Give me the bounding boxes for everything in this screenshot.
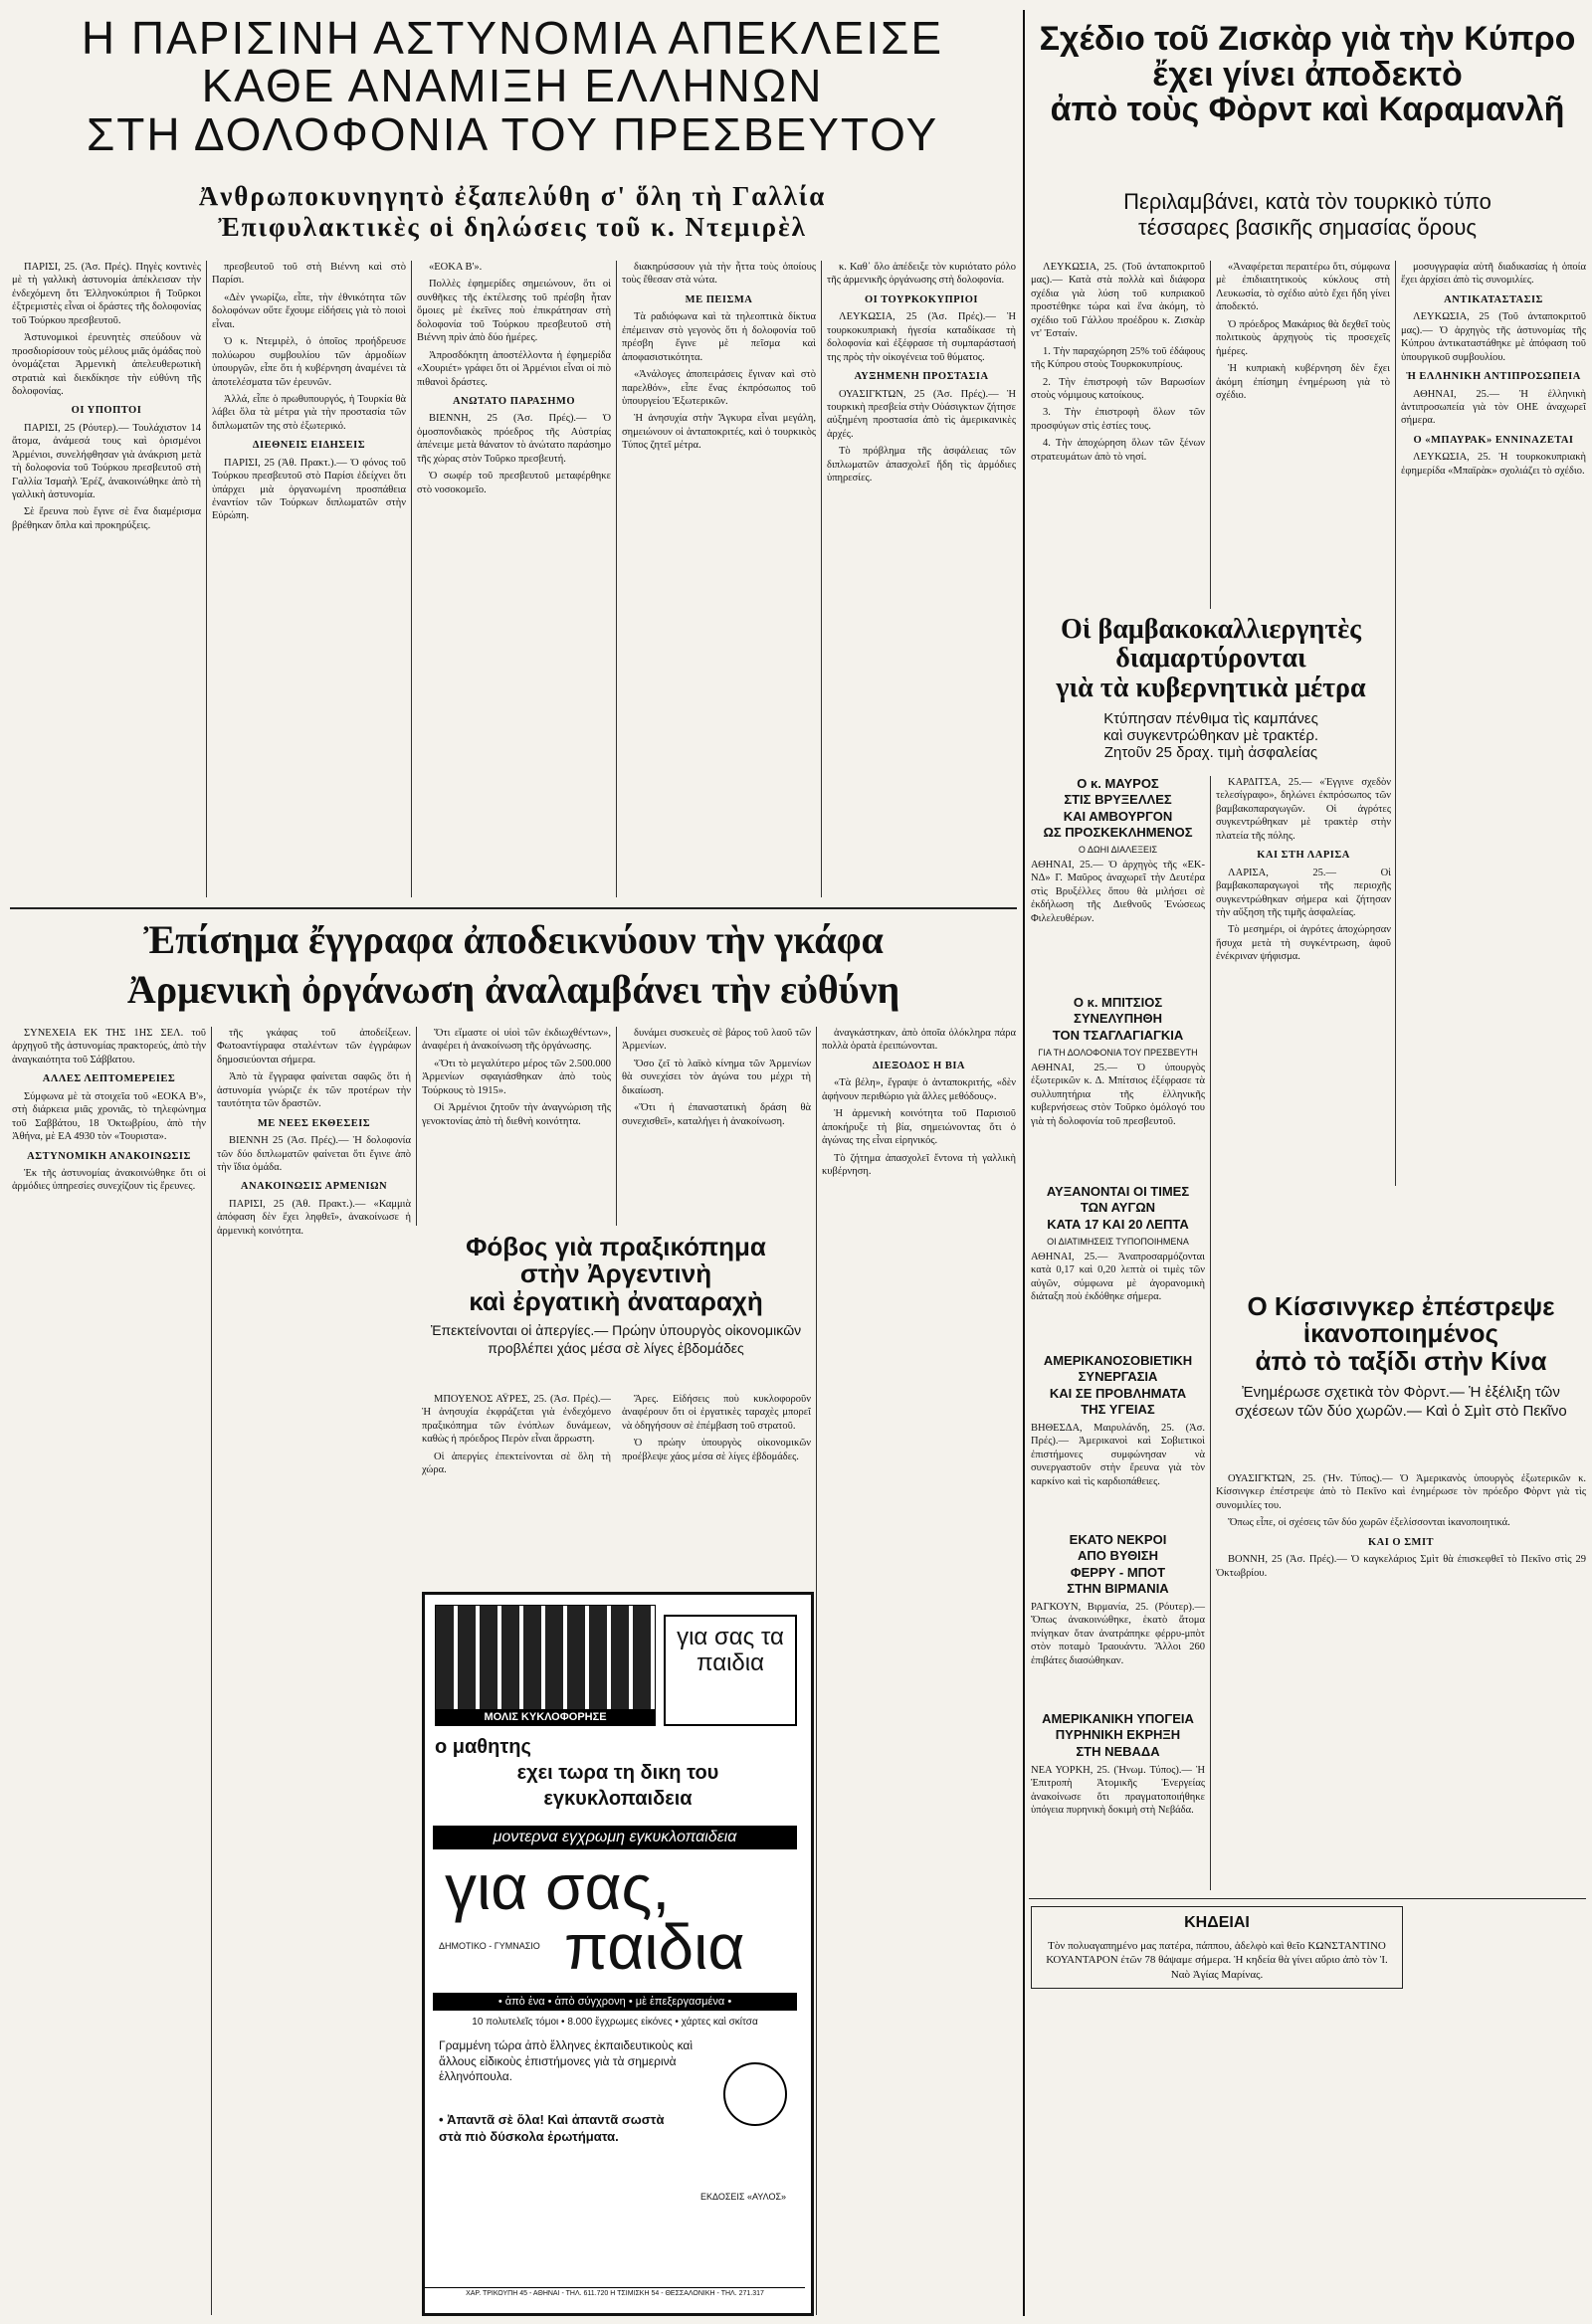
argentina-subhead: Ἐπεκτείνονται οἱ ἀπεργίες.— Πρώην ὑπουργὸς οἰκονομικῶν προβλέπει χάος μέσα σὲ λίγες ἑβδομάδες (430, 1321, 802, 1357)
armenian-col1-subhead-2: ΑΣΤΥΝΟΜΙΚΗ ΑΝΑΚΟΙΝΩΣΙΣ (27, 1150, 191, 1162)
cyprus-subhead (1029, 189, 1586, 241)
paris-col3-p4: ΒΙΕΝΝΗ, 25 (Ἀσ. Πρές).— Ὁ ὁμοσπονδιακὸς πρόεδρος τῆς Αὐστρίας ἀπένειμε μετὰ θάνατον τὸ ἀνώτατο παράσημο τῆς χώρας στὸν Τοῦρκο πρεσβευτή. (417, 413, 611, 465)
armenian-col-2 (217, 1027, 411, 2315)
eggs-item (1031, 1184, 1205, 1304)
paris-col3-p2: Πολλὲς ἐφημερίδες σημειώνουν, ὅτι οἱ συνθῆκες τῆς ἐκτέλεσης τοῦ πρέσβη ἦταν ὅμοιες μὲ ἐκεῖνες ποὺ ἐπικράτησαν στὴ δολοφονία τοῦ Τούρκου πρεσβευτοῦ στὴ Βιέννη πρὶν ἀπὸ δύο ἡμέρες. (417, 279, 611, 344)
paris-col2-p1: πρεσβευτοῦ τοῦ στὴ Βιέννη καὶ στὸ Παρίσι. (212, 262, 406, 287)
armenian-col1-p1: ΣΥΝΕΧΕΙΑ ΕΚ ΤΗΣ 1ΗΣ ΣΕΛ. τοῦ ἀρχηγοῦ τῆς ἀστυνομίας πρακτορεύς, ἀπὸ τὴν ἀναγκαιότητα τοῦ Σάββατου. (12, 1028, 206, 1065)
armenian-headline (10, 915, 1017, 1015)
paris-headline-line-3: ΣΤΗ ΔΟΛΟΦΟΝΙΑ ΤΟΥ ΠΡΕΣΒΕΥΤΟΥ (86, 107, 939, 160)
kissinger-col (1216, 1472, 1586, 1890)
ussr-headline-line-2: ΣΥΝΕΡΓΑΣΙΑ (1078, 1369, 1158, 1385)
armenian-headline-line-2: Ἀρμενικὴ ὀργάνωση ἀναλαμβάνει τὴν εὐθύνη (126, 967, 900, 1012)
paris-col-2 (212, 261, 406, 897)
paris-col1-p1: ΠΑΡΙΣΙ, 25. (Ἀσ. Πρές). Πηγὲς κοντινὲς μὲ τὴ γαλλικὴ ἀστυνομία ἀπέκλεισαν τὴν ἐνδεχόμενη ὅτι Ἑλληνοκύπριοι ἢ Τοῦρκοι ἐξτρεμιστὲς εἶναι οἱ δράστες τῆς δολοφονίας τοῦ Τούρκου πρεσβευτοῦ. (12, 262, 201, 326)
eggs-text: ΑΘΗΝΑΙ, 25.— Ἀναπροσαρμόζονται κατὰ 0,17 καὶ 0,20 λεπτὰ οἱ τιμὲς τῶν αὐγῶν, σύμφωνα μὲ ἀγορανομικὴ διάταξη ποὺ ἐκδόθηκε σήμερα. (1031, 1251, 1205, 1303)
kissinger-headline-line-2: ἱκανοποιημένος (1302, 1318, 1499, 1349)
ad-cover-label: ΜΟΛΙΣ ΚΥΚΛΟΦΟΡΗΣΕ (436, 1709, 655, 1725)
kissinger-headline (1216, 1293, 1586, 1422)
paris-subhead (10, 181, 1015, 243)
ad-grade-label: ΔΗΜΟΤΙΚΟ - ΓΥΜΝΑΣΙΟ (439, 1941, 540, 1951)
armenian-col2-p3: ΒΙΕΝΝΗ 25 (Ἀσ. Πρές).— Ἡ δολοφονία τῶν δύο διπλωματῶν φαίνεται ὅτι ἔγινε ἀπὸ τὴν ἴδια ὁμάδα. (217, 1135, 411, 1173)
armenian-col3-p1: Ὅτι εἴμαστε οἱ υἱοὶ τῶν ἐκδιωχθέντων», ἀναφέρει ἡ ἀνακοίνωση τῆς ὀργάνωσης. (422, 1028, 611, 1053)
paris-col5-p3: ΟΥΑΣΙΓΚΤΩΝ, 25 (Ἀσ. Πρές).— Ἡ τουρκικὴ πρεσβεία στὴν Οὐάσιγκτων ζήτησε αὐξημένη προστασία ἀπὸ τὶς ἀμερικανικὲς ἀρχές. (827, 388, 1016, 440)
cyprus-col3-p4: ΛΕΥΚΩΣΙΑ, 25. Ἡ τουρκοκυπριακὴ ἐφημερίδα «Μπαϊρὰκ» σχολιάζει τὸ σχέδιο. (1401, 452, 1586, 477)
armenian-col5-p3: Ἡ ἀρμενικὴ κοινότητα τοῦ Παρισιοῦ ἀποκήρυξε τὴ βία, σημειώνοντας ὅτι ὁ ἀγώνας της εἶναι εἰρηνικός. (822, 1108, 1016, 1147)
cyprus-col-3 (1401, 261, 1586, 1186)
armenian-col5-p4: Τὸ ζήτημα ἀπασχολεῖ ἔντονα τὴ γαλλικὴ κυβέρνηση. (822, 1152, 1016, 1177)
armenian-col1-subhead-1: ΑΛΛΕΣ ΛΕΠΤΟΜΕΡΕΙΕΣ (42, 1073, 176, 1085)
paris-col5-p4: Τὸ πρόβλημα τῆς ἀσφάλειας τῶν διπλωματῶν ἀπασχολεῖ ἤδη τὶς ἀρμόδιες ὑπηρεσίες. (827, 446, 1016, 484)
mavros-kicker: Ο ΔΩΗΙ ΔΙΑΛΕΞΕΙΣ (1078, 845, 1158, 855)
funeral-notice (1031, 1906, 1403, 1989)
argentina-col2-p2: Ὁ πρώην ὑπουργὸς οἰκονομικῶν προέβλεψε χάος μέσα σὲ λίγες ἑβδομάδες. (622, 1438, 811, 1462)
mavros-headline-line-4: ΩΣ ΠΡΟΣΚΕΚΛΗΜΕΝΟΣ (1043, 824, 1193, 840)
paris-col3-p5: Ὁ σωφέρ τοῦ πρεσβευτοῦ μεταφέρθηκε στὸ νοσοκομεῖο. (417, 471, 611, 495)
paris-headline-line-1: Η ΠΑΡΙΣΙΝΗ ΑΣΤΥΝΟΜΙΑ ΑΠΕΚΛΕΙΣΕ (81, 12, 944, 64)
paris-headline-line-2: ΚΑΘΕ ΑΝΑΜΙΞΗ ΕΛΛΗΝΩΝ (201, 60, 824, 112)
mavros-item (1031, 776, 1205, 925)
paris-col2-p4: Ἀλλά, εἶπε ὁ πρωθυπουργός, ἡ Τουρκία θὰ λάβει ὅλα τὰ μέτρα γιὰ τὴν προστασία τῶν διπλωματῶν της στὸ ἐξωτερικό. (212, 393, 406, 432)
funeral-title: ΚΗΔΕΙΑΙ (1184, 1914, 1250, 1931)
armenian-col-4 (622, 1027, 811, 1226)
paris-col3-p3: Ἀπροσδόκητη ἀποστέλλοντα ἡ ἐφημερίδα «Χουριέτ» γράφει ὅτι οἱ Ἀρμένιοι εἶναι οἱ πιὸ πιθανοὶ δράστες. (417, 349, 611, 388)
ferry-headline-line-1: ΕΚΑΤΟ ΝΕΚΡΟΙ (1069, 1532, 1167, 1547)
argentina-headline-line-3: καὶ ἐργατικὴ ἀναταραχὴ (469, 1285, 763, 1316)
armenian-col4-p3: «Ὅτι ἡ ἐπαναστατικὴ δράση θὰ συνεχισθεῖ», καταλήγει ἡ ἀνακοίνωση. (622, 1102, 811, 1127)
armenian-col2-p2: Ἀπὸ τὰ ἔγγραφα φαίνεται σαφῶς ὅτι ἡ ἀστυνομία γνώριζε ἐκ τῶν προτέρων τὴν ταυτότητα τῶν δραστῶν. (217, 1071, 411, 1110)
argentina-col-1 (422, 1393, 611, 1582)
armenian-col5-subhead: ΔΙΕΞΟΔΟΣ Η ΒΙΑ (872, 1060, 966, 1071)
cyprus-col2-p3: Ἡ κυπριακὴ κυβέρνηση δὲν ἔχει ἀκόμη ἐπίσημη ἐνημέρωση γιὰ τὸ σχέδιο. (1216, 363, 1390, 401)
armenian-col1-p2: Σύμφωνα μὲ τὰ στοιχεῖα τοῦ «ΕΟΚΑ Β'», στὴ διάρκεια μιᾶς χρονιᾶς, τὸ τηλεφώνημα τοῦ Σαββάτου, 18 Ὀκτωβρίου, ἀπὸ τὴν Ἀθήνα, μὲ ΕΑ 4930 τὸν «Τουριστα». (12, 1090, 206, 1143)
cyprus-headline-line-3: ἀπὸ τοὺς Φὸρντ καὶ Καραμανλῆ (1050, 91, 1565, 129)
bitsios-kicker: ΓΙΑ ΤΗ ΔΟΛΟΦΟΝΙΑ ΤΟΥ ΠΡΕΣΒΕΥΤΗ (1038, 1047, 1198, 1058)
eggs-headline-line-1: ΑΥΞΑΝΟΝΤΑΙ ΟΙ ΤΙΜΕΣ (1046, 1184, 1190, 1199)
cotton-p2: ΛΑΡΙΣΑ, 25.— Οἱ βαμβακοπαραγωγοὶ τῆς περιοχῆς συγκεντρώθηκαν σήμερα καὶ ζήτησαν τὴν αὔξηση τῆς τιμῆς ἀσφαλείας. (1216, 867, 1391, 918)
ad-tagline (425, 1734, 811, 1812)
ad-big-1: για σας, (445, 1851, 671, 1923)
cotton-subhead: ΚΑΙ ΣΤΗ ΛΑΡΙΣΑ (1257, 850, 1350, 862)
ferry-headline-line-2: ΑΠΟ ΒΥΘΙΣΗ (1078, 1548, 1158, 1564)
kissinger-p2: Ὅπως εἶπε, οἱ σχέσεις τῶν δύο χωρῶν ἐξελίσσονται ἱκανοποιητικά. (1228, 1517, 1510, 1529)
paris-col1-p3: ΠΑΡΙΣΙ, 25 (Ρόυτερ).— Τουλάχιστον 14 ἄτομα, ἀνάμεσά τους καὶ ὁρισμένοι Ἀρμένιοι, συνελήφθησαν γιὰ ἀνάκριση μετὰ τὴ δολοφονία τοῦ Τούρκου πρεσβευτοῦ στὴ Γαλλία Ἰσμαὴλ Ἐρέζ, ἀνακοινώθηκε ἀπὸ τὴ γαλλικὴ ἀστυνομία. (12, 422, 201, 500)
kissinger-subhead-2: ΚΑΙ Ο ΣΜΙΤ (1367, 1536, 1435, 1548)
argentina-col-2 (622, 1393, 811, 1582)
nevada-headline-line-1: ΑΜΕΡΙΚΑΝΙΚΗ ΥΠΟΓΕΙΑ (1042, 1711, 1194, 1726)
cyprus-headline-line-1: Σχέδιο τοῦ Ζισκὰρ γιὰ τὴν Κύπρο (1039, 20, 1576, 58)
ussr-headline-line-1: ΑΜΕΡΙΚΑΝΟΣΟΒΙΕΤΙΚΗ (1043, 1353, 1193, 1368)
nevada-item (1031, 1711, 1205, 1818)
cotton-p1: ΚΑΡΔΙΤΣΑ, 25.— «Ἐγγινε σχεδὸν τελεσίγραφο», δηλώνει ἐκπρόσωπος τῶν βαμβακοπαραγωγῶν. Οἱ ἀγρότες συγκεντρώθηκαν μὲ τρακτὲρ στὴν πλατεία τῆς πόλης. (1216, 777, 1391, 842)
paris-col2-p2: «Δὲν γνωρίζω, εἶπε, τὴν ἐθνικότητα τῶν δολοφόνων οὔτε ἔχουμε εἰδήσεις γιὰ τὸ ποιοὶ εἶναι. (212, 291, 406, 330)
paris-col4-p4: Ἡ ἀνησυχία στὴν Ἄγκυρα εἶναι μεγάλη, σημειώνουν οἱ ἀνταποκριτές, καὶ ὁ τουρκικὸς Τύπος ζητεῖ μέτρα. (622, 413, 816, 452)
armenian-col4-p1: δυνάμει συσκευὲς σὲ βάρος τοῦ λαοῦ τῶν Ἀρμενίων. (622, 1028, 811, 1053)
cyprus-col3-subhead-1: ΑΝΤΙΚΑΤΑΣΤΑΣΙΣ (1444, 293, 1543, 305)
armenian-col2-p4: ΠΑΡΙΣΙ, 25 (Ἀθ. Πρακτ.).— «Καμμιὰ ἀπόφαση δὲν ἔχει ληφθεῖ», ἀνακοίνωσε ἡ ἀρμενικὴ κοινότητα. (217, 1198, 411, 1237)
ussr-text: ΒΗΘΕΣΔΑ, Μαιρυλάνδη, 25. (Ἀσ. Πρές).— Ἀμερικανοὶ καὶ Σοβιετικοὶ ἐπιστήμονες συμφώνησαν νὰ συνεργαστοῦν στὴν ἔρευνα γιὰ τὸν καρκίνο καὶ τὶς καρδιοπάθειες. (1031, 1423, 1205, 1487)
ad-big-2: παιδια (564, 1911, 745, 1983)
armenian-col-1 (12, 1027, 206, 2315)
armenian-col2-subhead-1: ΜΕ ΝΕΕΣ ΕΚΘΕΣΕΙΣ (257, 1117, 371, 1129)
bitsios-text: ΑΘΗΝΑΙ, 25.— Ὁ ὑπουργὸς ἐξωτερικῶν κ. Δ. Μπίτσιος ἐξέφρασε τὰ συλλυπητήρια τῆς ἑλληνικῆς κυβερνήσεως στὸν Τοῦρκο ὁμόλογό του γιὰ τὴ δολοφονία τοῦ πρεσβευτοῦ. (1031, 1062, 1205, 1127)
cyprus-col1-p5: 4. Τὴν ἀποχώρηση ὅλων τῶν ξένων στρατευμάτων ἀπὸ τὸ νησί. (1031, 438, 1205, 463)
paris-col1-p4: Σὲ ἔρευνα ποὺ ἔγινε σὲ ἕνα διαμέρισμα βρέθηκαν ὅπλα καὶ προκηρύξεις. (12, 506, 201, 531)
eggs-headline-line-3: ΚΑΤΑ 17 ΚΑΙ 20 ΛΕΠΤΑ (1047, 1216, 1189, 1232)
cyprus-col-1 (1031, 261, 1205, 609)
kissinger-headline-line-1: Ο Κίσσινγκερ ἐπέστρεψε (1247, 1291, 1555, 1321)
eggs-kicker: ΟΙ ΔΙΑΤΙΜΗΣΕΙΣ ΤΥΠΟΠΟΙΗΜΕΝΑ (1047, 1236, 1189, 1247)
cotton-subhead-line-3: Ζητοῦν 25 δραχ. τιμὴ ἀσφαλείας (1103, 744, 1318, 762)
cyprus-col3-p1: μοσυγγραφία αὐτῆ διαδικασίας ἡ ὁποία ἔχει ἀρχίσει ἀπὸ τὶς συνομιλίες. (1401, 262, 1586, 287)
mavros-headline-line-2: ΣΤΙΣ ΒΡΥΞΕΛΛΕΣ (1064, 792, 1172, 808)
cyprus-col1-p1: ΛΕΥΚΩΣΙΑ, 25. (Τοῦ ἀνταποκριτοῦ μας).— Κατὰ στὰ πολλὰ καὶ διάφορα σχέδια γιὰ λύση τοῦ κυπριακοῦ προστέθηκε τώρα καὶ ἕνα ἀκόμη, τὸ σχέδιο τοῦ Γάλλου προέδρου κ. Ζισκὰρ ντ' Ἐσταίν. (1031, 262, 1205, 340)
paris-col5-subhead-1: ΟΙ ΤΟΥΡΚΟΚΥΠΡΙΟΙ (865, 293, 978, 305)
armenian-headline-line-1: Ἐπίσημα ἔγγραφα ἀποδεικνύουν τὴν γκάφα (143, 917, 884, 962)
eggs-headline-line-2: ΤΩΝ ΑΥΓΩΝ (1080, 1200, 1156, 1216)
cyprus-col-2 (1216, 261, 1390, 609)
paris-col1-subhead: ΟΙ ΥΠΟΠΤΟΙ (71, 405, 142, 417)
ad-specs: 10 πολυτελεῖς τόμοι • 8.000 ἔγχρωμες εἰκόνες • χάρτες καὶ σκίτσα (472, 2017, 758, 2028)
kissinger-subhead: Ἐνημέρωσε σχετικὰ τὸν Φὸρντ.— Ἡ ἐξέλιξη τῶν σχέσεων τῶν δύο χωρῶν.— Καὶ ὁ Σμὶτ στὸ Πεκῖνο (1235, 1383, 1567, 1421)
cyprus-col1-p4: 3. Τὴν ἐπιστροφὴ ὅλων τῶν προσφύγων στὶς ἑστίες τους. (1031, 407, 1205, 432)
paris-col2-subhead: ΔΙΕΘΝΕΙΣ ΕΙΔΗΣΕΙΣ (252, 440, 366, 452)
ad-tagline-line-2: εχει τωρα τη δικη του (516, 1762, 719, 1784)
cyprus-col2-p1: «Ἀναφέρεται περαιτέρω ὅτι, σύμφωνα μὲ ἐπιδιαιτητικοὺς κύκλους στὴ Λευκωσία, τὸ σχέδιο αὐτὸ ἔχει ἤδη γίνει ἀποδεκτό. (1216, 262, 1390, 313)
ad-cover-title: για σας τα παιδια (664, 1615, 797, 1726)
paris-col2-p3: Ὁ κ. Ντεμιρὲλ, ὁ ὁποῖος προήδρευσε πολύωρου συμβουλίου τῶν ἁρμοδίων ὑπουργῶν, εἶπε ὅτι ἡ κυβέρνηση ἀναμένει τὰ ἀποτελέσματα τῶν ἐρευνῶν. (212, 336, 406, 388)
mavros-headline-line-3: ΚΑΙ ΑΜΒΟΥΡΓΟΝ (1063, 808, 1173, 824)
ad-banner: μοντερνα εγχρωμη εγκυκλοπαιδεια (433, 1826, 797, 1849)
kissinger-headline-line-3: ἀπὸ τὸ ταξίδι στὴν Κίνα (1255, 1345, 1547, 1376)
cotton-col (1216, 776, 1391, 1293)
cotton-subhead-line-1: Κτύπησαν πένθιμα τὶς καμπάνες (1103, 710, 1318, 728)
cyprus-subhead-line-2: τέσσαρες βασικῆς σημασίας ὅρους (1138, 215, 1477, 240)
cyprus-subhead-line-1: Περιλαμβάνει, κατὰ τὸν τουρκικὸ τύπο (1123, 189, 1492, 214)
argentina-headline (422, 1234, 810, 1357)
armenian-col1-p3: Ἐκ τῆς ἀστυνομίας ἀνακοινώθηκε ὅτι οἱ ἀρμόδιες ὑπηρεσίες συνεχίζουν τὶς ἔρευνες. (12, 1167, 206, 1193)
argentina-headline-line-1: Φόβος γιὰ πραξικόπημα (466, 1232, 766, 1261)
paris-col5-subhead-2: ΑΥΞΗΜΕΝΗ ΠΡΟΣΤΑΣΙΑ (854, 371, 989, 383)
paris-col-5 (827, 261, 1016, 897)
ad-tagline-line-1: ο μαθητης (435, 1736, 531, 1758)
ad-tagline-line-3: εγκυκλοπαιδεια (543, 1788, 693, 1810)
paris-col4-p1: διακηρύσσουν γιὰ τὴν ἦττα τοὺς ὁποίους τοὺς ἔθεσαν στὰ νώτα. (622, 262, 816, 287)
cyprus-col3-p2: ΛΕΥΚΩΣΙΑ, 25 (Τοῦ ἀνταποκριτοῦ μας).— Ὁ ἀρχηγὸς τῆς ἀστυνομίας τῆς Κύπρου ἀντικαταστάθηκε μὲ ἀπόφαση τοῦ ὑπουργικοῦ συμβουλίου. (1401, 311, 1586, 363)
cyprus-col1-p2: 1. Τὴν παραχώρηση 25% τοῦ ἐδάφους τῆς Κύπρου στοὺς Τουρκοκυπρίους. (1031, 345, 1205, 371)
cotton-headline-line-3: γιὰ τὰ κυβερνητικὰ μέτρα (1056, 672, 1366, 703)
ad-bullet: • Ἀπαντᾶ σὲ ὅλα! Καὶ ἀπαντᾶ σωστὰ στὰ πιὸ δύσκολα ἐρωτήματα. (439, 2112, 665, 2144)
ferry-text: ΡΑΓΚΟΥΝ, Βιρμανία, 25. (Ρόυτερ).— Ὅπως ἀνακοινώθηκε, ἑκατὸ ἄτομα πνίγηκαν ὅταν ἀνατράπηκε φέρρυ-μπὸτ στὸν ποταμὸ Ἰραουάντυ. Ἄλλοι 260 ἐπιβάτες διασώθηκαν. (1031, 1602, 1205, 1666)
mavros-text: ΑΘΗΝΑΙ, 25.— Ὁ ἀρχηγὸς τῆς «ΕΚ-ΝΔ» Γ. Μαῦρος ἀναχωρεῖ τὴν Δευτέρα στὶς Βρυξέλλες ὅπου θὰ μιλήσει σὲ ἐκδήλωση τῆς Διεθνοῦς Ἐνώσεως Φιλελευθέρων. (1031, 860, 1205, 924)
paris-col3-p1: «ΕΟΚΑ Β'». (429, 262, 483, 273)
ferry-headline-line-4: ΣΤΗΝ ΒΙΡΜΑΝΙΑ (1067, 1580, 1169, 1596)
cyprus-col2-p2: Ὁ πρόεδρος Μακάριος θὰ δεχθεῖ τοὺς πολιτικοὺς ἀρχηγοὺς τὶς προσεχεῖς ἡμέρες. (1216, 318, 1390, 357)
paris-col5-p1: κ. Καθ᾽ ὅλο ἀπέδειξε τὸν κυριότατο ρόλο τῆς ἀρμενικῆς ὀργάνωσης στὴ δολοφονία. (827, 262, 1016, 287)
armenian-col2-p1: τῆς γκάφας τοῦ ἀποδείξεων. Φωτοαντίγραφα σταλέντων τῶν ἐγγράφων δημοσιεύονται σήμερα. (217, 1028, 411, 1065)
cyprus-headline-line-2: ἔχει γίνει ἀποδεκτὸ (1152, 55, 1463, 94)
paris-col4-subhead: ΜΕ ΠΕΙΣΜΑ (685, 293, 753, 305)
funeral-text: Τὸν πολυαγαπημένο μας πατέρα, πάππου, ἀδελφὸ καὶ θεῖο ΚΩΝΣΤΑΝΤΙΝΟ ΚΟΥΑΝΤΑΡΟΝ ἐτῶν 78 θάψαμε σήμερα. Ἡ κηδεία θὰ γίνει αὔριο ἀπὸ τὸν Ἱ. Ναὸ Ἁγίας Μαρίνας. (1046, 1940, 1388, 1981)
cotton-subhead-line-2: καὶ συγκεντρώθηκαν μὲ τρακτέρ. (1102, 727, 1319, 745)
ussr-headline-line-3: ΚΑΙ ΣΕ ΠΡΟΒΛΗΜΑΤΑ (1049, 1385, 1187, 1401)
ad-features: • ἀπὸ ἑνα • ἀπὸ σύγχρονη • μὲ ἐπεξεργασμένα • (433, 1993, 797, 2011)
argentina-col2-p1: Ἄρες. Εἰδήσεις ποὺ κυκλοφοροῦν ἀναφέρουν ὅτι οἱ ἐργατικὲς ταραχὲς μπορεῖ νὰ ὁδηγήσουν σὲ ἐπέμβαση τοῦ στρατοῦ. (622, 1394, 811, 1432)
ad-note: Γραμμένη τώρα ἀπὸ ἕλληνες ἐκπαιδευτικοὺς καὶ ἄλλους εἰδικοὺς ἐπιστήμονες γιὰ τὰ σημερινὰ ἑλληνόπουλα. (439, 2038, 694, 2084)
paris-col-3 (417, 261, 611, 897)
paris-col-1 (12, 261, 201, 897)
nevada-headline-line-3: ΣΤΗ ΝΕΒΑΔΑ (1076, 1743, 1160, 1759)
armenian-col2-subhead-2: ΑΝΑΚΟΙΝΩΣΙΣ ΑΡΜΕΝΙΩΝ (240, 1181, 388, 1193)
paris-col3-subhead: ΑΝΩΤΑΤΟ ΠΑΡΑΣΗΜΟ (452, 395, 576, 407)
nevada-text: ΝΕΑ ΥΟΡΚΗ, 25. (Ἠνωμ. Τύπος).— Ἡ Ἐπιτροπὴ Ἀτομικῆς Ἐνεργείας ἀνακοίνωσε ὅτι πραγματοποιήθηκε ὑπόγεια πυρηνικὴ δοκιμὴ στὴ Νεβάδα. (1031, 1764, 1205, 1817)
ad-address: ΧΑΡ. ΤΡΙΚΟΥΠΗ 45 - ΑΘΗΝΑΙ - ΤΗΛ. 611.720 Η ΤΣΙΜΙΣΚΗ 54 - ΘΕΣΣΑΛΟΝΙΚΗ - ΤΗΛ. 271.317 (425, 2287, 805, 2297)
cotton-p3: Τὸ μεσημέρι, οἱ ἀγρότες ἀποχώρησαν ἥσυχα μετὰ τὴ συγκέντρωση, ἀφοῦ ἐνέκριναν ψήφισμα. (1216, 924, 1391, 963)
cyprus-col3-subhead-3: Ο «ΜΠΑΥΡΑΚ» ΕΝΝΙΝΑΖΕΤΑΙ (1413, 434, 1574, 446)
cyprus-headline (1029, 22, 1586, 128)
armenian-col-5 (822, 1027, 1016, 2315)
argentina-col1-p2: Οἱ ἀπεργίες ἐπεκτείνονται σὲ ὅλη τὴ χώρα. (422, 1451, 611, 1476)
paris-col-4 (622, 261, 816, 897)
ferry-headline-line-3: ΦΕΡΡΥ - ΜΠΟΤ (1070, 1564, 1166, 1580)
argentina-headline-line-2: στὴν Ἀργεντινὴ (519, 1259, 712, 1289)
ad-publisher: ΕΚΔΟΣΕΙΣ «ΑΥΛΟΣ» (699, 2192, 787, 2202)
armenian-col-3 (422, 1027, 611, 1226)
paris-col4-p3: «Ἀνάλογες ἀποπειράσεις ἔγιναν καὶ στὸ παρελθόν», εἶπε ἕνας ἐκπρόσωπος τοῦ ὑπουργείου Ἐξωτερικῶν. (622, 369, 816, 407)
bitsios-headline-line-1: Ο κ. ΜΠΙΤΣΙΟΣ (1073, 995, 1163, 1010)
mavros-headline-line-1: Ο κ. ΜΑΥΡΟΣ (1077, 776, 1159, 791)
paris-col5-p2: ΛΕΥΚΩΣΙΑ, 25 (Ἀσ. Πρές).— Ἡ τουρκοκυπριακὴ ἡγεσία καταδίκασε τὴ δολοφονία καὶ ἐξέφρασε τὴ συμπαράστασή της πρὸς τὴν οἰκογένεια τοῦ θύματος. (827, 311, 1016, 363)
ad-publisher-logo-icon (723, 2062, 787, 2126)
armenian-col4-p2: Ὅσο ζεῖ τὸ λαϊκὸ κίνημα τῶν Ἀρμενίων θὰ συνεχίσει τὸν ἀγώνα του μέχρι τὴ δικαίωση. (622, 1058, 811, 1096)
argentina-col1-p1: ΜΠΟΥΕΝΟΣ ΑΫΡΕΣ, 25. (Ἀσ. Πρές).— Ἡ ἀνησυχία ἐκφράζεται γιὰ ἐνδεχόμενο πραξικόπημα τῶν ἐνόπλων δυνάμεων, καθὼς ἡ πρόεδρος Περὸν εἶναι ἄρρωστη. (422, 1394, 611, 1446)
bitsios-headline-line-3: ΤΟΝ ΤΣΑΓΛΑΓΙΑΓΚΙΑ (1052, 1027, 1184, 1043)
paris-subhead-line-2: Ἐπιφυλακτικὲς οἱ δηλώσεις τοῦ κ. Ντεμιρὲλ (218, 212, 807, 242)
ussr-headline-line-4: ΤΗΣ ΥΓΕΙΑΣ (1081, 1401, 1155, 1417)
paris-col1-p2: Ἀστυνομικοὶ ἐρευνητὲς σπεύδουν νὰ προσδιορίσουν τοὺς μέλους μιᾶς ὁμάδας ποὺ ὀνομάζεται Ἀρμενικὴ ἀπελευθερωτικὴ στρατιὰ καὶ διεκδίκησε τὴν εὐθύνη τῆς δολοφονίας. (12, 332, 201, 397)
armenian-col3-p2: «Ὅτι τὸ μεγαλύτερο μέρος τῶν 2.500.000 Ἀρμενίων σφαγιάσθηκαν ἀπὸ τοὺς Τούρκους τὸ 1915». (422, 1058, 611, 1096)
armenian-col3-p3: Οἱ Ἀρμένιοι ζητοῦν τὴν ἀναγνώριση τῆς γενοκτονίας ἀπὸ τὴ διεθνὴ κοινότητα. (422, 1102, 611, 1127)
armenian-col5-p2: «Τὰ βέλη», ἔγραψε ὁ ἀνταποκριτής, «δὲν ἀφήνουν περιθώριο γιὰ ἄλλες μεθόδους». (822, 1077, 1016, 1102)
nevada-headline-line-2: ΠΥΡΗΝΙΚΗ ΕΚΡΗΞΗ (1055, 1727, 1181, 1743)
paris-headline (10, 14, 1015, 158)
ferry-item (1031, 1532, 1205, 1667)
cyprus-col1-p3: 2. Τὴν ἐπιστροφὴ τῶν Βαρωσίων στοὺς νόμιμους κατοίκους. (1031, 376, 1205, 401)
cyprus-col3-p3: ΑΘΗΝΑΙ, 25.— Ἡ ἑλληνικὴ ἀντιπροσωπεία γιὰ τὸν ΟΗΕ ἀναχωρεῖ σήμερα. (1401, 388, 1586, 427)
cotton-headline-line-2: διαμαρτύρονται (1115, 643, 1306, 675)
cotton-headline-line-1: Οἱ βαμβακοκαλλιεργητὲς (1060, 614, 1361, 645)
kissinger-p3: ΒΟΝΝΗ, 25 (Ἀσ. Πρές).— Ὁ καγκελάριος Σμὶτ θὰ ἐπισκεφθεῖ τὸ Πεκῖνο στὶς 29 Ὀκτωβρίου. (1216, 1554, 1586, 1579)
encyclopedia-ad (422, 1592, 814, 2316)
ad-book-covers (435, 1605, 656, 1726)
paris-subhead-line-1: Ἀνθρωποκυνηγητὸ ἐξαπελύθη σ' ὅλη τὴ Γαλλία (198, 181, 827, 211)
cotton-headline (1031, 615, 1391, 761)
cyprus-col3-subhead-2: Ἡ ΕΛΛΗΝΙΚΗ ΑΝΤΙΠΡΟΣΩΠΕΙΑ (1406, 371, 1581, 383)
armenian-col5-p1: ἀναγκάστηκαν, ἀπὸ ὁποῖα ὁλόκληρα πάρα πολλὰ ὁρατὰ ἐρειπώνονται. (822, 1028, 1016, 1053)
paris-col2-p5: ΠΑΡΙΣΙ, 25 (Ἀθ. Πρακτ.).— Ὁ φόνος τοῦ Τούρκου πρεσβευτοῦ στὸ Παρίσι ἐδείχνει ὅτι ὑπάρχει μιὰ ὀργανωμένη προσπάθεια ἐναντίον τῶν Τούρκων διπλωματῶν στὴν Εὐρώπη. (212, 457, 406, 522)
kissinger-p1: ΟΥΑΣΙΓΚΤΩΝ, 25. (Ἠν. Τύπος).— Ὁ Ἀμερικανὸς ὑπουργὸς ἐξωτερικῶν κ. Κίσσινγκερ ἐπέστρεψε ἀπὸ τὸ Πεκῖνο καὶ ἐνημέρωσε τὸν πρόεδρο Φὸρντ γιὰ τὶς συνομιλίες του. (1216, 1473, 1586, 1511)
bitsios-headline-line-2: ΣΥΝΕΛΥΠΗΘΗ (1074, 1011, 1162, 1027)
paris-col4-p2: Τὰ ραδιόφωνα καὶ τὰ τηλεοπτικὰ δίκτυα ἐπέμειναν στὸ γεγονὸς ὅτι ἡ δολοφονία τοῦ πρέσβη ἔγινε μὲ πεῖσμα καὶ ἀποφασιστικότητα. (622, 311, 816, 363)
bitsios-item (1031, 995, 1205, 1128)
ussr-item (1031, 1353, 1205, 1488)
